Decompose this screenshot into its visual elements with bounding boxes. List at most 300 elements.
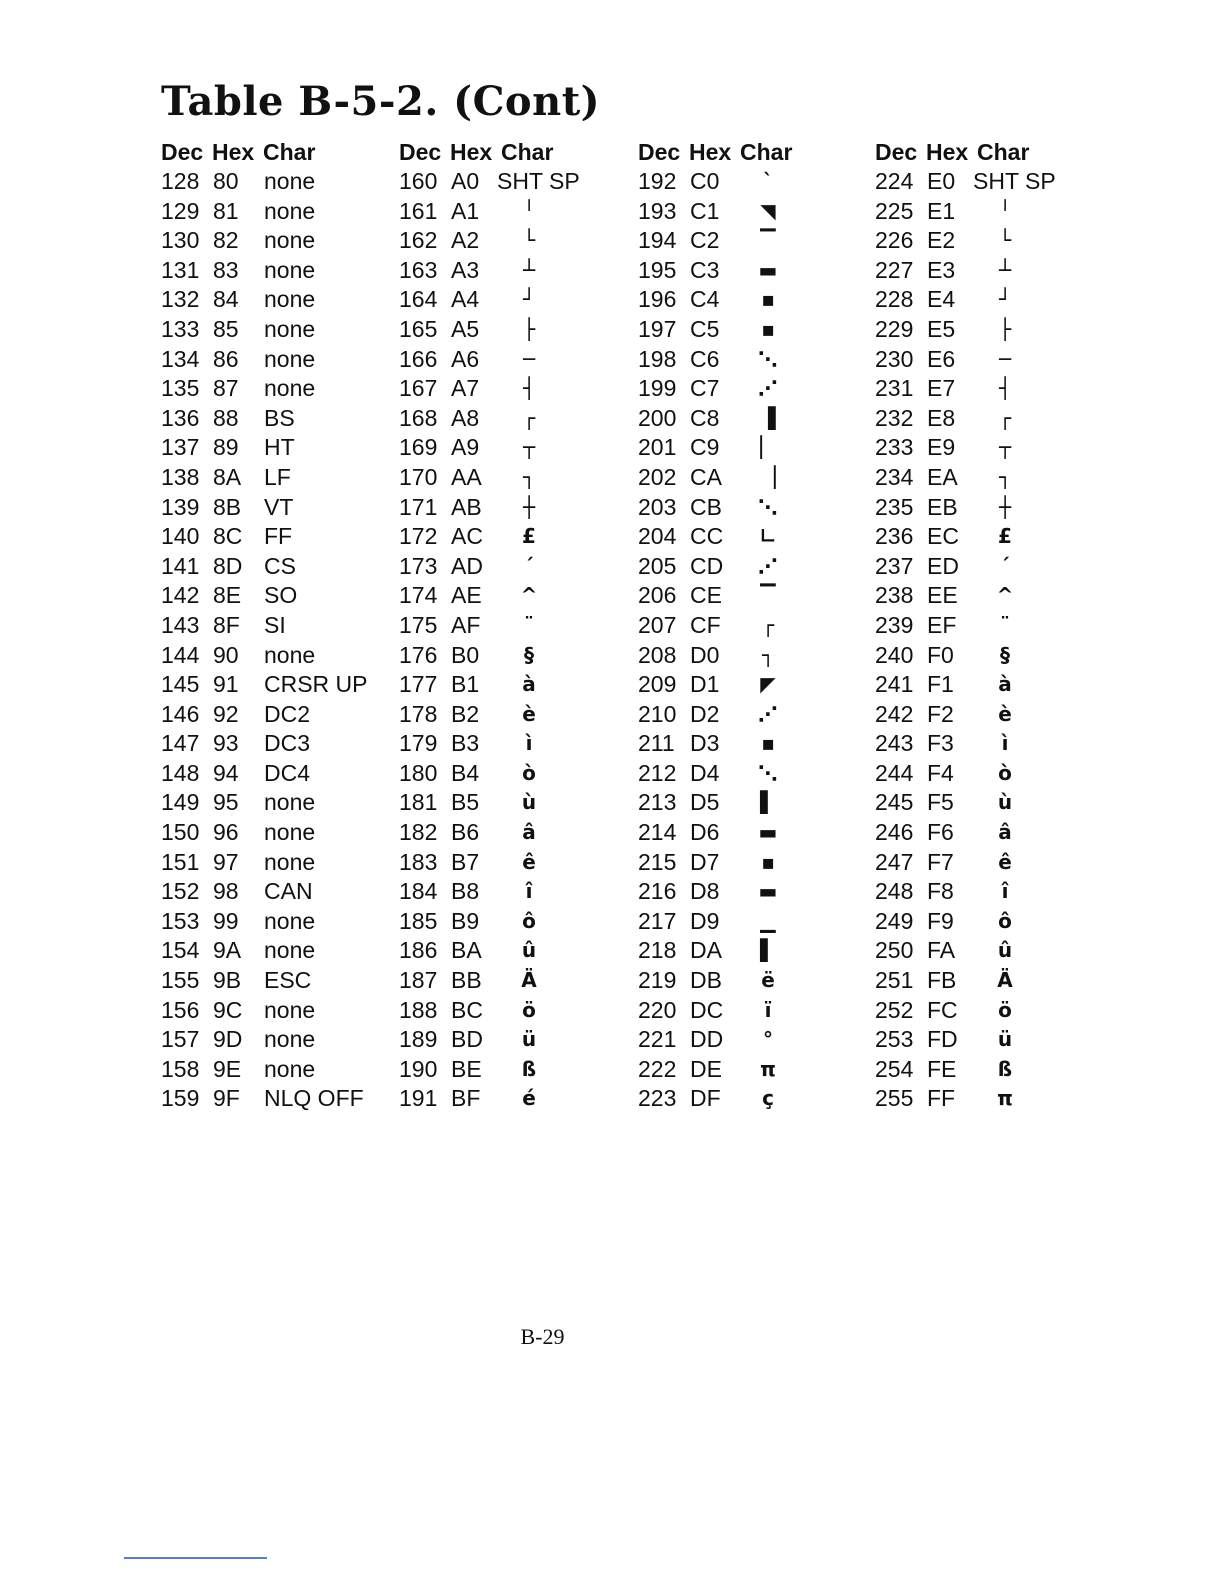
table-row [875,285,1107,315]
char-value: DC3 [264,730,311,757]
dec-value: 159 [161,1085,200,1112]
dec-value: 248 [875,878,914,905]
table-row [638,374,870,404]
char-value: ù [997,790,1013,815]
header-hex: Hex [450,139,493,165]
hex-value: 94 [213,759,239,786]
hex-value: 88 [213,404,239,431]
char-value: û [997,938,1013,963]
char-value: ◤ [760,672,776,697]
hex-value: F7 [927,848,954,875]
table-row [161,936,393,966]
dec-value: 232 [875,404,914,431]
header-hex: Hex [212,139,255,165]
dec-value: 189 [399,1026,438,1053]
hex-value: FA [927,937,956,964]
dec-value: 206 [638,582,677,609]
dec-value: 207 [638,611,677,638]
char-value: £ [998,524,1012,549]
hex-value: A4 [451,286,480,313]
hex-value: BD [451,1026,483,1053]
table-row [399,759,631,789]
char-value: ^ [996,583,1014,608]
char-value: à [998,672,1012,697]
char-value: CRSR UP [264,671,368,698]
dec-value: 167 [399,375,438,402]
table-row [399,552,631,582]
dec-value: 164 [399,286,438,313]
dec-value: 235 [875,493,914,520]
hex-value: F0 [927,641,954,668]
hex-value: EC [927,523,959,550]
hex-value: F4 [927,759,954,786]
char-value: └ [522,228,536,253]
table-row [875,404,1107,434]
char-value: ⋰ [758,376,778,401]
dec-value: 142 [161,582,200,609]
dec-value: 131 [161,256,200,283]
dec-value: 241 [875,671,914,698]
header-char: Char [501,139,554,165]
char-value: ─ [522,346,536,371]
hex-value: 96 [213,819,239,846]
char-value: ô [522,908,536,933]
table-row [875,463,1107,493]
char-value: DC2 [264,700,311,727]
dec-value: 254 [875,1055,914,1082]
char-value: none [264,1055,316,1082]
table-row [875,345,1107,375]
char-value: π [760,1056,776,1081]
hex-value: FE [927,1055,957,1082]
dec-value: 240 [875,641,914,668]
char-value: ° [763,1027,773,1052]
char-value: ^ [520,583,538,608]
table-row [875,611,1107,641]
hex-value: EA [927,463,958,490]
char-value: ┤ [522,376,536,401]
char-value: ï [764,997,772,1022]
char-value: ç [762,1086,774,1111]
hex-value: C8 [690,404,720,431]
table-row [875,729,1107,759]
dec-value: 191 [399,1085,438,1112]
char-value: none [264,641,316,668]
dec-value: 134 [161,345,200,372]
table-row [875,966,1107,996]
char-value: ┐ [998,464,1012,489]
char-value: none [264,907,316,934]
char-value: ┐ [761,642,775,667]
table-row [399,966,631,996]
char-value: ▪ [761,849,775,874]
char-value: ▕ [760,464,776,489]
char-value: é [522,1086,536,1111]
dec-value: 166 [399,345,438,372]
hex-value: A6 [451,345,480,372]
hex-value: C9 [690,434,720,461]
dec-value: 227 [875,256,914,283]
char-value: ë [761,968,775,993]
hex-value: 95 [213,789,239,816]
dec-value: 225 [875,197,914,224]
char-value: ü [997,1027,1013,1052]
table-row [875,433,1107,463]
char-value: SO [264,582,298,609]
hex-value: A0 [451,168,480,194]
hex-value: 80 [213,168,239,194]
hex-value: 9C [213,996,243,1023]
table-row [161,818,393,848]
char-value: ù [521,790,537,815]
hex-value: B7 [451,848,480,875]
hex-value: E7 [927,375,956,402]
char-value: CS [264,552,296,579]
dec-value: 201 [638,434,677,461]
dec-value: 139 [161,493,200,520]
hex-value: CB [690,493,722,520]
table-row [399,877,631,907]
dec-value: 161 [399,197,438,224]
char-value: ├ [998,316,1012,341]
table-row [638,759,870,789]
char-value: FF [264,523,293,550]
dec-value: 236 [875,523,914,550]
hex-value: 92 [213,700,239,727]
table-row [638,641,870,671]
table-row [399,641,631,671]
hex-value: 99 [213,907,239,934]
table-row [875,848,1107,878]
table-row [638,345,870,375]
page-number: B-29 [520,1324,565,1349]
char-value: ¨ [524,612,534,637]
char-value: ┘ [998,287,1012,312]
table-row [399,374,631,404]
hex-value: 86 [213,345,239,372]
table-row [399,463,631,493]
hex-value: E4 [927,286,956,313]
dec-value: 132 [161,286,200,313]
table-row [399,700,631,730]
table-row [161,256,393,286]
table-row [161,167,393,197]
dec-value: 204 [638,523,677,550]
dec-value: 252 [875,996,914,1023]
table-row [161,374,393,404]
char-value: ┌ [522,405,536,430]
dec-value: 154 [161,937,200,964]
table-row [875,670,1107,700]
dec-value: 226 [875,227,914,254]
char-value: π [997,1086,1013,1111]
hex-value: ED [927,552,959,579]
char-value: ┼ [522,494,536,519]
char-value: ß [521,1056,537,1081]
char-value: ⋰ [758,553,778,578]
dec-value: 180 [399,759,438,786]
hex-value: CE [690,582,722,609]
hex-value: DE [690,1055,722,1082]
dec-value: 135 [161,375,200,402]
table-row [399,907,631,937]
table-row [875,641,1107,671]
char-value: £ [522,524,536,549]
dec-value: 192 [638,168,677,194]
hex-value: B0 [451,641,480,668]
char-value: none [264,286,316,313]
dec-value: 179 [399,730,438,757]
dec-value: 152 [161,878,200,905]
table-row [875,877,1107,907]
dec-value: 133 [161,315,200,342]
table-row [399,611,631,641]
hex-value: C7 [690,375,720,402]
dec-value: 222 [638,1055,677,1082]
hex-value: 8F [213,611,240,638]
table-row [638,493,870,523]
char-value: ┼ [998,494,1012,519]
table-column-3 [638,137,870,1114]
hex-value: 9E [213,1055,242,1082]
table-row [399,848,631,878]
table-row [638,552,870,582]
dec-value: 215 [638,848,677,875]
hex-value: E5 [927,315,956,342]
table-row [875,522,1107,552]
char-value: ▬ [758,257,778,282]
dec-value: 219 [638,967,677,994]
header-hex: Hex [689,139,732,165]
dec-value: 237 [875,552,914,579]
char-value: ▬ [758,879,778,904]
table-row [161,996,393,1026]
dec-value: 173 [399,552,438,579]
char-value: è [998,701,1012,726]
column-header [399,137,631,167]
hex-value: BE [451,1055,482,1082]
hex-value: A2 [451,227,480,254]
header-char: Char [977,139,1030,165]
char-value: ì [1001,731,1009,756]
dec-value: 223 [638,1085,677,1112]
dec-value: 193 [638,197,677,224]
dec-value: 137 [161,434,200,461]
char-value: ⋱ [758,760,778,785]
table-row [161,404,393,434]
char-value: § [524,642,534,667]
char-value: ┤ [998,376,1012,401]
table-row [638,167,870,197]
dec-value: 249 [875,907,914,934]
hex-value: 9A [213,937,242,964]
table-row [161,1025,393,1055]
table-row [638,1055,870,1085]
hex-value: FC [927,996,958,1023]
dec-value: 242 [875,700,914,727]
char-value: none [264,227,316,254]
footer-rule [124,1557,267,1559]
hex-value: DC [690,996,724,1023]
hex-value: C0 [690,168,720,194]
dec-value: 182 [399,819,438,846]
dec-value: 187 [399,967,438,994]
table-row [875,818,1107,848]
header-char: Char [740,139,793,165]
char-value: HT [264,434,295,461]
hex-value: 97 [213,848,239,875]
char-value: none [264,848,316,875]
dec-value: 145 [161,671,200,698]
hex-value: AE [451,582,482,609]
hex-value: AD [451,552,483,579]
page-title: Table B-5-2. (Cont) [161,78,601,125]
table-row [161,522,393,552]
hex-value: A9 [451,434,480,461]
table-row [638,848,870,878]
dec-value: 181 [399,789,438,816]
hex-value: C6 [690,345,720,372]
table-row [875,552,1107,582]
dec-value: 203 [638,493,677,520]
char-value: ╵ [522,198,536,223]
char-value: â [998,820,1012,845]
header-hex: Hex [926,139,969,165]
table-row [875,256,1107,286]
char-value: ▬ [758,820,778,845]
table-row [399,1025,631,1055]
table-row [161,552,393,582]
char-value: none [264,345,316,372]
table-row [875,996,1107,1026]
table-row [399,493,631,523]
char-value: ▔ [760,228,776,253]
dec-value: 245 [875,789,914,816]
table-row [638,877,870,907]
hex-value: E2 [927,227,956,254]
table-row [638,226,870,256]
hex-value: E8 [927,404,956,431]
table-row [638,907,870,937]
char-value: ö [522,997,536,1022]
dec-value: 140 [161,523,200,550]
dec-value: 148 [161,759,200,786]
dec-value: 153 [161,907,200,934]
hex-value: D0 [690,641,720,668]
char-value: none [264,256,316,283]
table-row [875,197,1107,227]
hex-value: B3 [451,730,480,757]
char-value: ┘ [522,287,536,312]
hex-value: 8C [213,523,243,550]
dec-value: 147 [161,730,200,757]
table-row [875,1025,1107,1055]
table-row [638,256,870,286]
hex-value: FF [927,1085,956,1112]
char-value: â [522,820,536,845]
hex-value: B4 [451,759,480,786]
hex-value: BC [451,996,483,1023]
hex-value: 9F [213,1085,240,1112]
dec-value: 197 [638,315,677,342]
char-value: ▌ [760,790,776,815]
char-value: ▔ [760,583,776,608]
hex-value: CF [690,611,721,638]
hex-value: D5 [690,789,720,816]
char-value: none [264,168,316,194]
dec-value: 174 [399,582,438,609]
dec-value: 233 [875,434,914,461]
char-value: ∟ [759,524,777,549]
dec-value: 177 [399,671,438,698]
table-row [161,848,393,878]
char-value: î [1001,879,1009,904]
header-dec: Dec [638,139,681,165]
table-row [638,1084,870,1114]
hex-value: CD [690,552,724,579]
hex-value: C2 [690,227,720,254]
char-value: SI [264,611,286,638]
char-value: none [264,315,316,342]
hex-value: F2 [927,700,954,727]
dec-value: 186 [399,937,438,964]
hex-value: AC [451,523,483,550]
hex-value: 81 [213,197,239,224]
table-row [161,759,393,789]
table-row [875,1084,1107,1114]
hex-value: 8A [213,463,242,490]
hex-value: F8 [927,878,954,905]
char-value: SHT SP [973,168,1056,194]
char-value: ┴ [998,257,1012,282]
char-value: VT [264,493,294,520]
hex-value: C5 [690,315,720,342]
char-value: è [522,701,536,726]
hex-value: F9 [927,907,954,934]
dec-value: 246 [875,819,914,846]
table-row [875,374,1107,404]
char-value: ▐ [760,405,776,430]
dec-value: 202 [638,463,677,490]
dec-value: 146 [161,700,200,727]
char-value: none [264,1026,316,1053]
char-value: ┴ [522,257,536,282]
hex-value: EF [927,611,957,638]
dec-value: 178 [399,700,438,727]
table-row [638,818,870,848]
table-row [638,197,870,227]
hex-value: B1 [451,671,480,698]
table-row [638,433,870,463]
hex-value: DB [690,967,722,994]
hex-value: D7 [690,848,720,875]
dec-value: 184 [399,878,438,905]
hex-value: 9B [213,967,242,994]
dec-value: 205 [638,552,677,579]
header-dec: Dec [399,139,442,165]
char-value: ◥ [760,198,776,223]
char-value: ⋰ [758,701,778,726]
dec-value: 210 [638,700,677,727]
dec-value: 130 [161,227,200,254]
table-row [399,818,631,848]
dec-value: 129 [161,197,200,224]
table-row [638,729,870,759]
hex-value: C3 [690,256,720,283]
table-row [399,404,631,434]
hex-value: AB [451,493,482,520]
table-row [875,315,1107,345]
